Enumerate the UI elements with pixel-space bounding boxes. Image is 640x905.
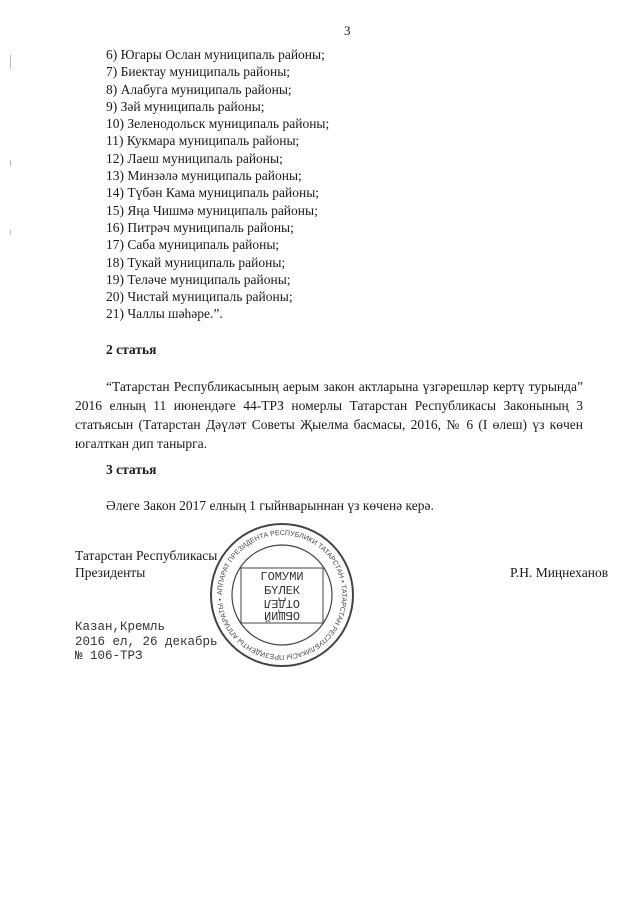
signatory-title-line1: Татарстан Республикасы bbox=[75, 548, 218, 563]
district-list bbox=[106, 46, 329, 323]
place: Казан,Кремль bbox=[75, 620, 166, 634]
signatory-name: Р.Н. Миңнеханов bbox=[510, 565, 609, 580]
official-stamp bbox=[207, 520, 357, 670]
stamp-top-text: ГОМУМИ bbox=[260, 570, 304, 584]
article-2-text: “Татарстан Республикасының аерым закон актларына үзгәрешләр кертү турында” 2016 елның 11 июнендәге 44-ТРЗ номерлы Татарстан Республикасы Законының 3 статьясын (Татарстан Дәүләт Советы Җыелма басмасы, 2016, № 6 (I өлеш) үз көчен югалткан дип танырга. bbox=[75, 379, 583, 451]
list-item: 21) Чаллы шәһәре.”. bbox=[106, 306, 223, 322]
list-item: 9) Зәй муниципаль районы; bbox=[106, 98, 265, 114]
margin-mark bbox=[10, 230, 11, 235]
list-item: 12) Лаеш муниципаль районы; bbox=[106, 150, 283, 166]
list-item: 6) Югары Ослан муниципаль районы; bbox=[106, 47, 325, 62]
date: 2016 ел, 26 декабрь bbox=[75, 634, 218, 649]
place-date-block bbox=[75, 620, 218, 664]
article-3-text: Әлеге Закон 2017 елның 1 гыйнварыннан үз көченә керә. bbox=[106, 498, 434, 513]
stamp-middle-text: БҮЛЕК bbox=[263, 584, 301, 598]
list-item: 14) Түбән Кама муниципаль районы; bbox=[106, 185, 320, 201]
article-2-heading: 2 статья bbox=[106, 342, 157, 357]
margin-mark bbox=[10, 55, 11, 69]
list-item: 20) Чистай муниципаль районы; bbox=[106, 289, 293, 305]
stamp-bottom-text-2: ОТДЕЛ bbox=[263, 596, 301, 610]
page-number: 3 bbox=[344, 23, 351, 38]
stamp-bottom-text-1: ОБЩИЙ bbox=[263, 608, 301, 622]
margin-mark bbox=[10, 160, 11, 166]
list-item: 18) Тукай муниципаль районы; bbox=[106, 254, 286, 270]
law-number: № 106-ТРЗ bbox=[75, 649, 143, 663]
signatory-title bbox=[75, 547, 217, 581]
list-item: 19) Теләче муниципаль районы; bbox=[106, 271, 291, 287]
list-item: 17) Саба муниципаль районы; bbox=[106, 237, 280, 253]
list-item: 11) Кукмара муниципаль районы; bbox=[106, 133, 300, 149]
list-item: 10) Зеленодольск муниципаль районы; bbox=[106, 116, 330, 132]
list-item: 15) Яңа Чишмә муниципаль районы; bbox=[106, 202, 318, 218]
list-item: 16) Питрәч муниципаль районы; bbox=[106, 219, 294, 235]
list-item: 7) Биектау муниципаль районы; bbox=[106, 64, 291, 80]
list-item: 13) Минзәлә муниципаль районы; bbox=[106, 168, 302, 184]
stamp-ring-text: АППАРАТ ПРЕЗИДЕНТА РЕСПУБЛИКИ ТАТАРСТАН • ТАТАРСТАН РЕСПУБЛИКАСЫ ПРЕЗИДЕНТЫ АППАРАТЫ • bbox=[216, 529, 348, 661]
list-item: 8) Алабуга муниципаль районы; bbox=[106, 81, 292, 97]
article-3-heading: 3 статья bbox=[106, 462, 157, 477]
signatory-title-line2: Президенты bbox=[75, 565, 146, 580]
